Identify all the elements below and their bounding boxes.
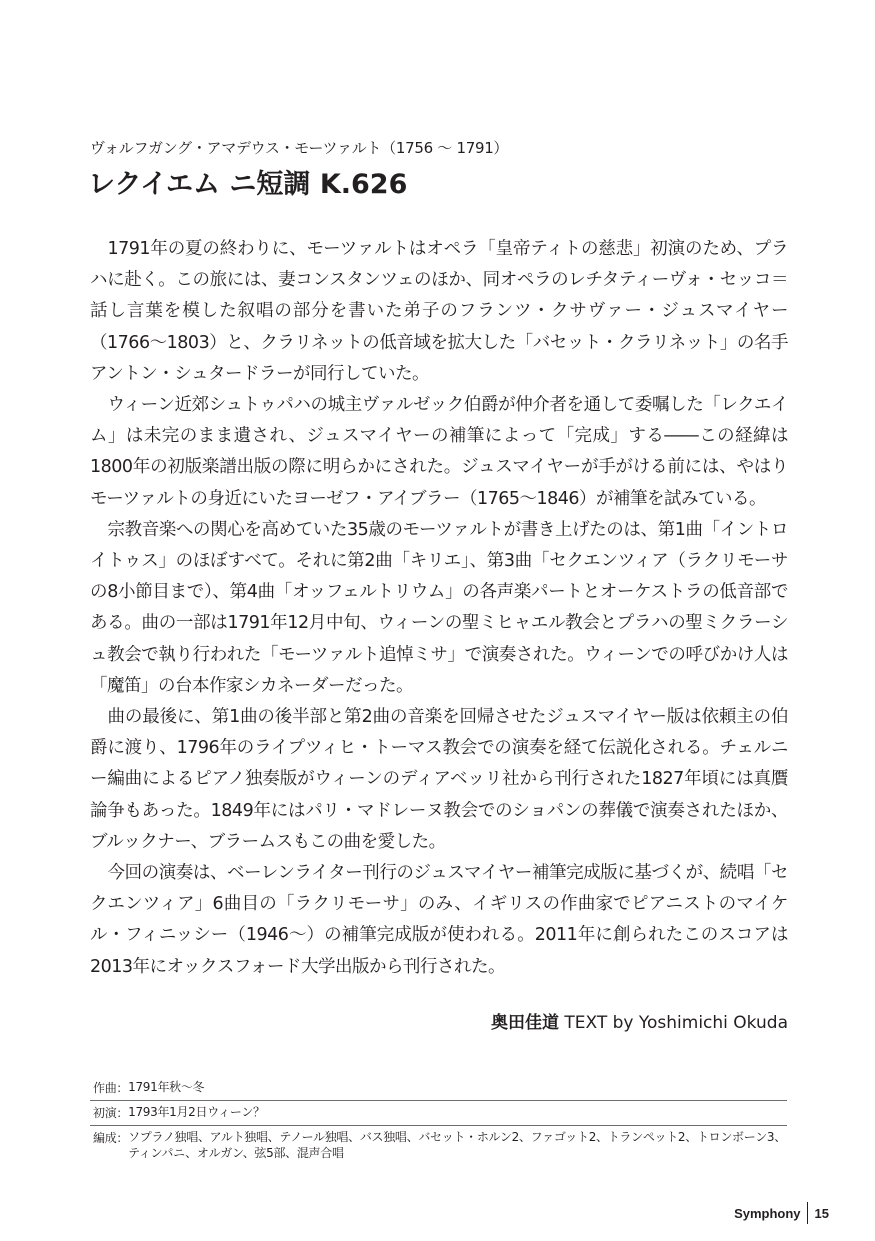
instrumentation-value: ソプラノ独唱、アルト独唱、テノール独唱、バス独唱、バセット・ホルン2、ファゴット2、トランペット2、トロンボーン3、ティンパニ、オルガン、弦5部、混声合唱 <box>128 1130 786 1160</box>
magazine-name: Symphony <box>734 1205 801 1221</box>
composition-label: 作曲： <box>93 1081 129 1095</box>
composer-line: ヴォルフガング・アマデウス・モーツァルト（1756 ～ 1791） <box>90 139 509 157</box>
composition-row <box>90 1076 787 1101</box>
work-info <box>90 1076 787 1165</box>
page-footer <box>734 1202 829 1224</box>
paragraph: ウィーン近郊シュトゥパハの城主ヴァルゼック伯爵が仲介者を通して委嘱した「レクエイム」は未完のまま遺され、ジュスマイヤーの補筆によって「完成」する――この経緯は1800年の初版楽譜出版の際に明らかにされた。ジュスマイヤーが手がける前には、やはりモーツァルトの身近にいたヨーゼフ・アイブラー（1765～1846）が補筆を試みている。 <box>90 395 788 509</box>
instrumentation-row <box>90 1126 787 1165</box>
author-credit-text: TEXT by Yoshimichi Okuda <box>564 1013 788 1033</box>
premiere-label: 初演： <box>93 1106 129 1120</box>
author-credit <box>491 1008 788 1033</box>
paragraph: 宗教音楽への関心を高めていた35歳のモーツァルトが書き上げたのは、第1曲「イントロイトゥス」のほぼすべて。それに第2曲「キリエ」、第3曲「セクエンツィア（ラクリモーサの8小節目まで）、第4曲「オッフェルトリウム」の各声楽パートとオーケストラの低音部である。曲の一部は1791年12月中旬、ウィーンの聖ミヒャエル教会とプラハの聖ミクラーシュ教会で執り行われた「モーツァルト追悼ミサ」で演奏された。ウィーンでの呼びかけ人は「魔笛」の台本作家シカネーダーだった。 <box>90 519 788 696</box>
paragraph: 曲の最後に、第1曲の後半部と第2曲の音楽を回帰させたジュスマイヤー版は依頼主の伯爵に渡り、1796年のライプツィヒ・トーマス教会での演奏を経て伝説化される。チェルニー編曲によるピアノ独奏版がウィーンのディアベッリ社から刊行された1827年頃には真贋論争もあった。1849年にはパリ・マドレーヌ教会でのショパンの葬儀で演奏されたほか、ブルックナー、ブラームスもこの曲を愛した。 <box>90 707 788 852</box>
composition-value: 1791年秋～冬 <box>128 1080 205 1094</box>
page-number: 15 <box>814 1205 829 1221</box>
piece-title: レクイエム ニ短調 K.626 <box>88 169 408 200</box>
premiere-row <box>90 1101 787 1126</box>
paragraph: 1791年の夏の終わりに、モーツァルトはオペラ「皇帝ティトの慈悲」初演のため、プラハに赴く。この旅には、妻コンスタンツェのほか、同オペラのレチタティーヴォ・セッコ＝話し言葉を模した叙唱の部分を書いた弟子のフランツ・クサヴァー・ジュスマイヤー（1766～1803）と、クラリネットの低音域を拡大した「バセット・クラリネット」の名手アントン・シュタードラーが同行していた。 <box>90 239 788 384</box>
footer-divider <box>807 1202 808 1224</box>
paragraph: 今回の演奏は、ベーレンライター刊行のジュスマイヤー補筆完成版に基づくが、続唱「セクエンツィア」6曲目の「ラクリモーサ」のみ、イギリスの作曲家でピアニストのマイケル・フィニッシー（1946～）の補筆完成版が使われる。2011年に創られたこのスコアは2013年にオックスフォード大学出版から刊行された。 <box>90 863 788 977</box>
author-name: 奥田佳道 <box>490 1013 559 1033</box>
instrumentation-label: 編成： <box>93 1131 129 1145</box>
program-notes <box>90 234 788 983</box>
premiere-value: 1793年1月2日ウィーン？ <box>128 1105 265 1119</box>
